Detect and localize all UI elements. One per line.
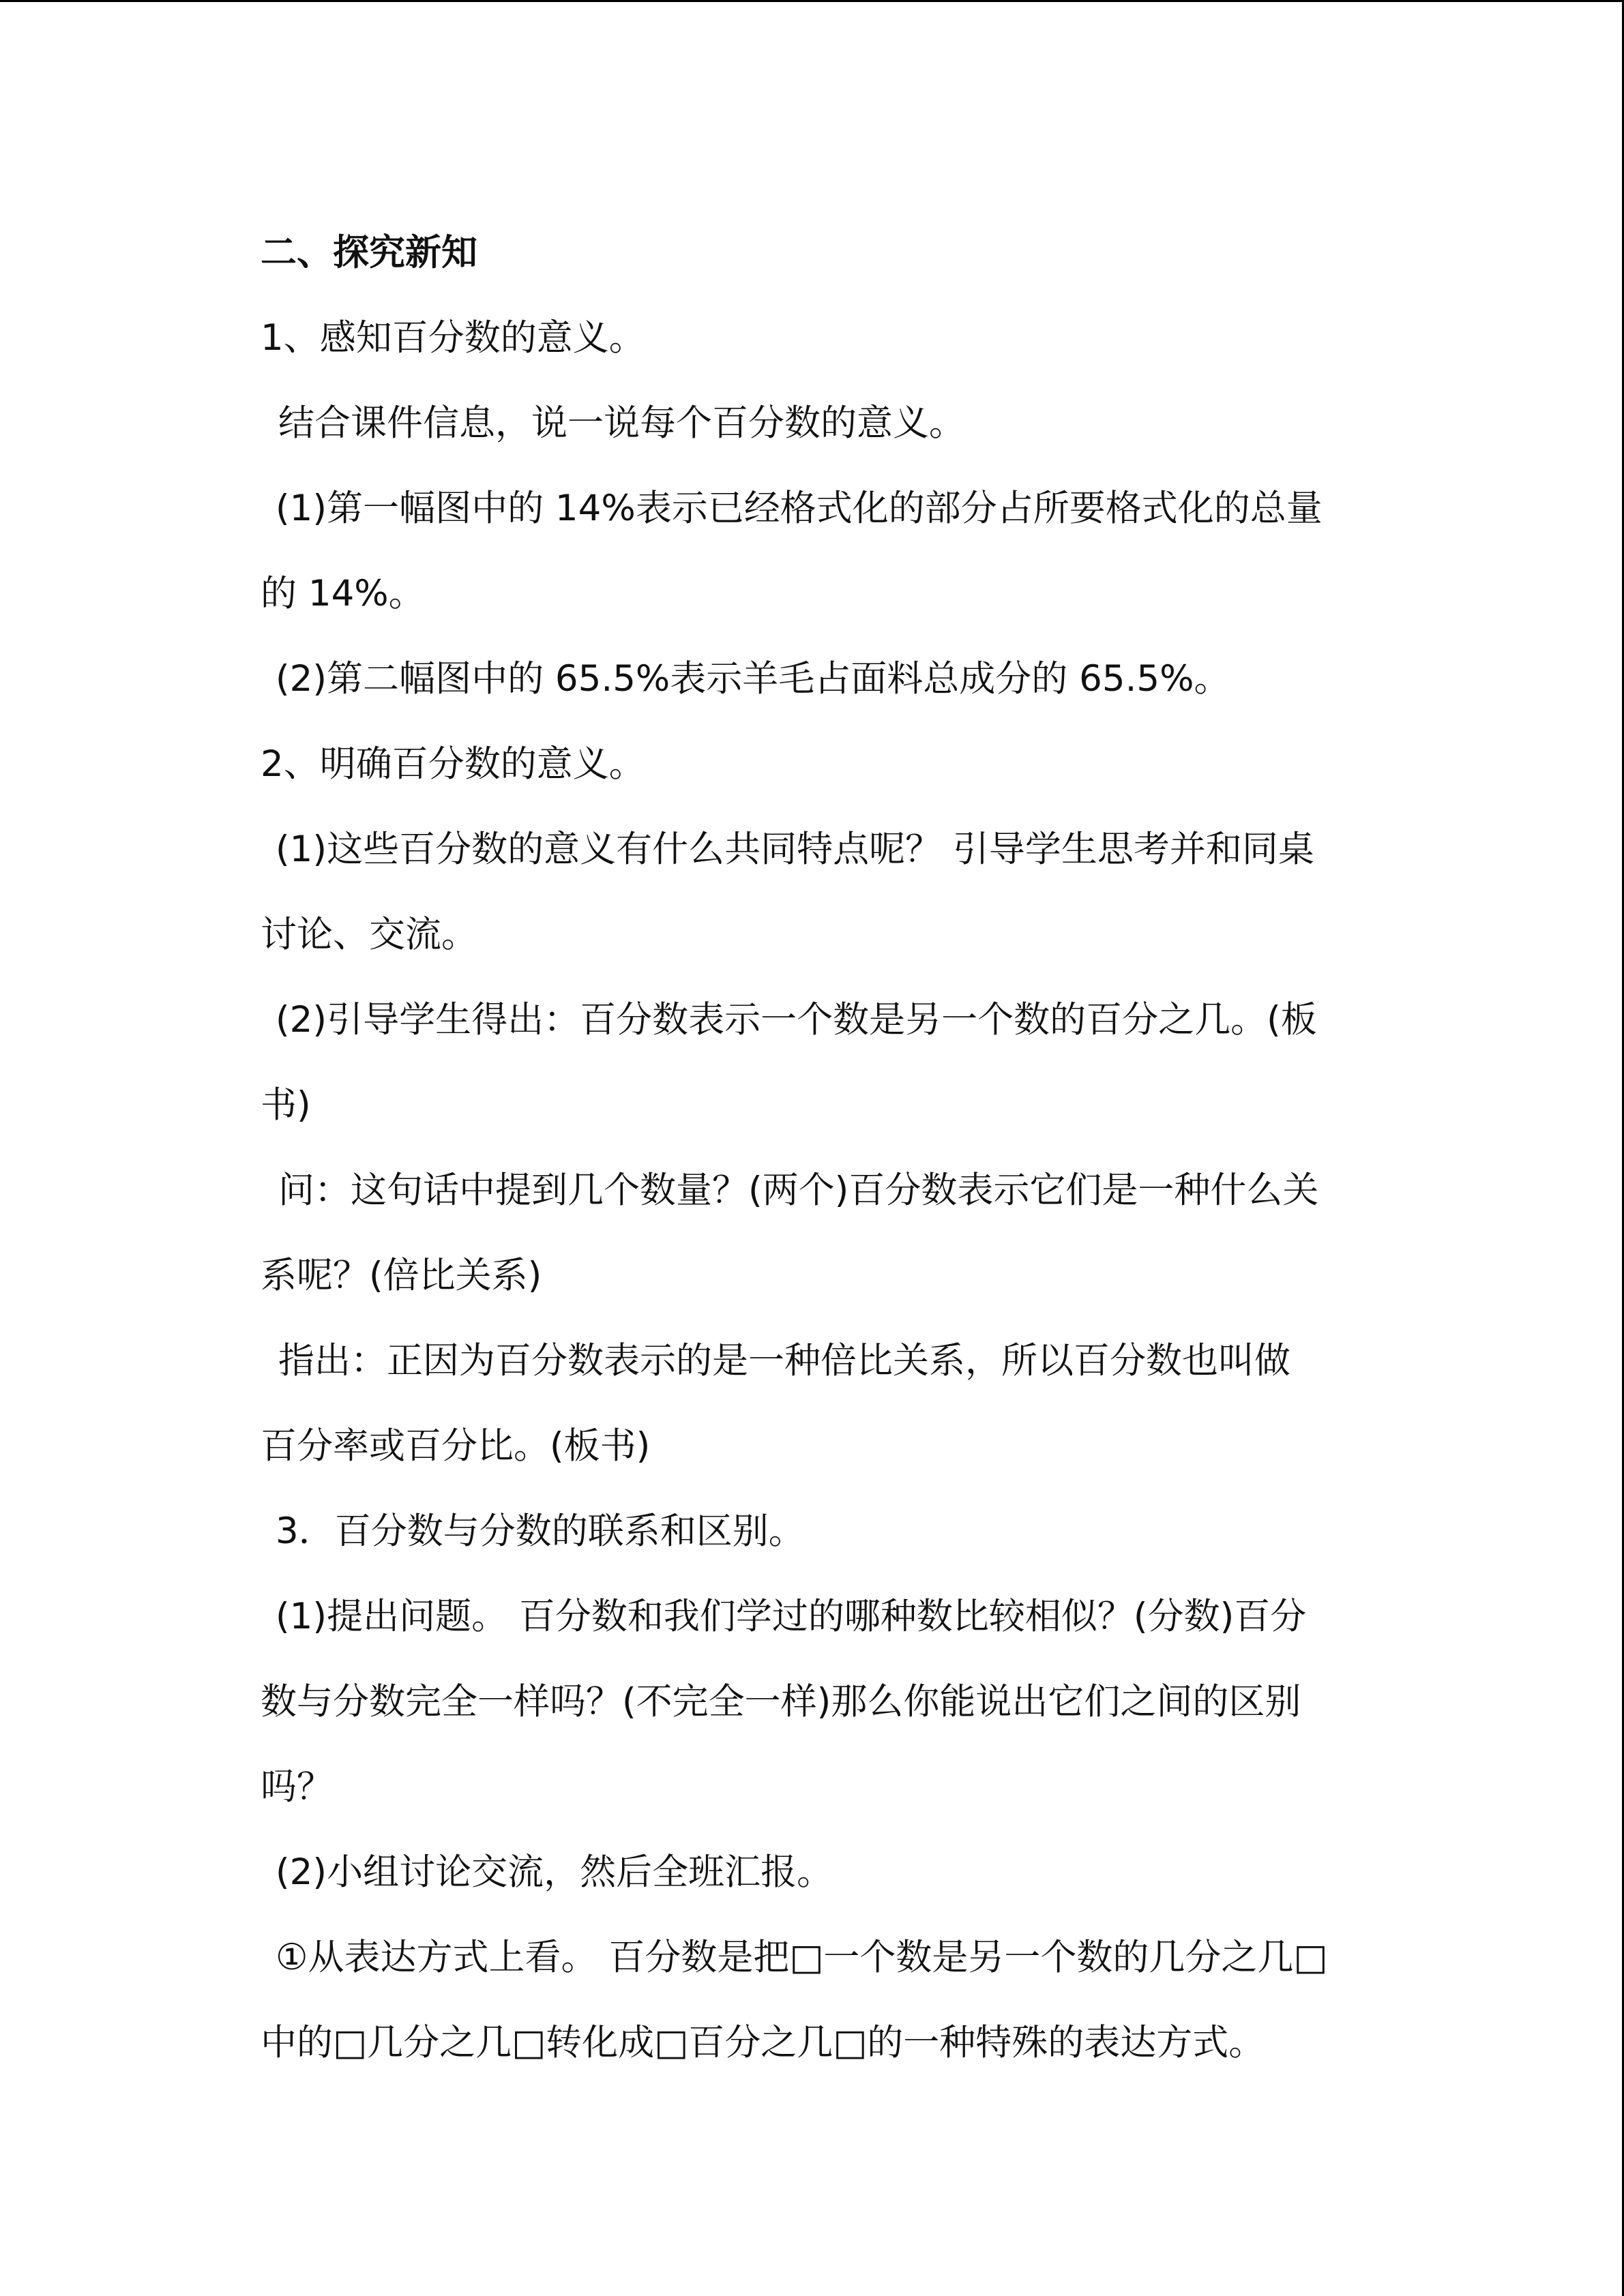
- paragraph-line: 书): [261, 1084, 311, 1126]
- paragraph-line: (2)小组讨论交流，然后全班汇报。: [276, 1851, 833, 1893]
- paragraph-line: 中的□几分之几□转化成□百分之几□的一种特殊的表达方式。: [261, 2022, 1265, 2063]
- paragraph-line: 指出：正因为百分数表示的是一种倍比关系，所以百分数也叫做: [278, 1340, 1290, 1382]
- paragraph-line: 的 14%。: [261, 573, 425, 614]
- paragraph-line: 百分率或百分比。(板书): [261, 1425, 651, 1467]
- paragraph-line: ①从表达方式上看。 百分数是把□一个数是另一个数的几分之几□: [276, 1937, 1328, 1978]
- document-body: [261, 210, 1393, 2085]
- paragraph-line: 问：这句话中提到几个数量？(两个)百分数表示它们是一种什么关: [278, 1169, 1319, 1211]
- paragraph-line: 讨论、交流。: [261, 914, 477, 955]
- paragraph-line: (1)第一幅图中的 14%表示已经格式化的部分占所要格式化的总量: [276, 488, 1323, 529]
- paragraph-line: (1)提出问题。 百分数和我们学过的哪种数比较相似？(分数)百分: [276, 1596, 1307, 1637]
- subsection-heading-3: 3．百分数与分数的联系和区别。: [276, 1510, 805, 1552]
- paragraph-line: 系呢？(倍比关系): [261, 1255, 542, 1296]
- paragraph-line: 吗？: [261, 1766, 333, 1808]
- paragraph-line: (2)第二幅图中的 65.5%表示羊毛占面料总成分的 65.5%。: [276, 658, 1230, 700]
- paragraph-line: 结合课件信息，说一说每个百分数的意义。: [278, 402, 965, 444]
- section-heading: 二、探究新知: [261, 232, 477, 273]
- paragraph-line: 数与分数完全一样吗？(不完全一样)那么你能说出它们之间的区别: [261, 1681, 1301, 1723]
- paragraph-line: (1)这些百分数的意义有什么共同特点呢？ 引导学生思考并和同桌: [276, 829, 1314, 870]
- subsection-heading-1: 1、感知百分数的意义。: [261, 317, 645, 359]
- paragraph-line: (2)引导学生得出：百分数表示一个数是另一个数的百分之几。(板: [276, 999, 1317, 1041]
- subsection-heading-2: 2、明确百分数的意义。: [261, 743, 645, 785]
